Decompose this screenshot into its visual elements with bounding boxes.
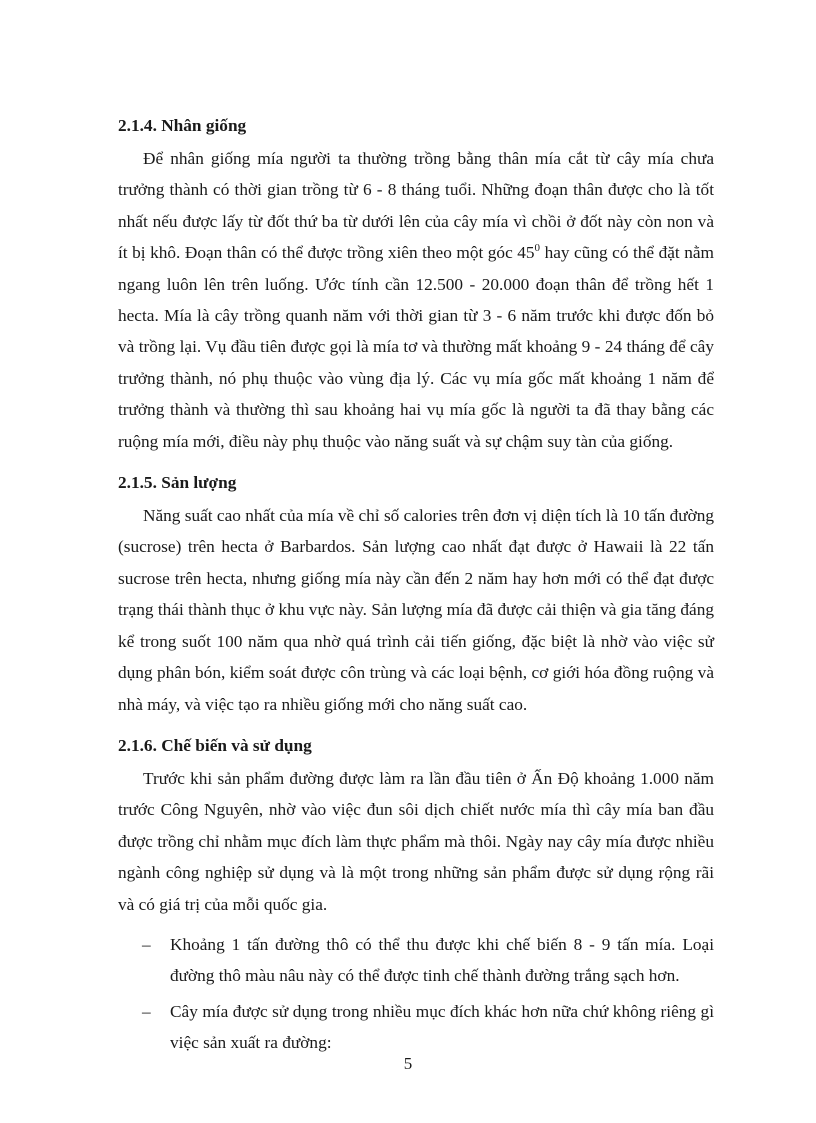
- list-item: [118, 996, 714, 1059]
- paragraph-text-before-superscript: Để nhân giống mía người ta thường trồng bằng thân mía cắt từ cây mía chưa trưởng thành có thời gian trồng từ 6 - 8 tháng tuổi. Những đoạn thân được cho là tốt nhất nếu được lấy từ đốt thứ ba từ dưới lên của cây mía vì chồi ở đốt này còn non và ít bị khô. Đoạn thân có thể được trồng xiên theo một góc 45: [118, 149, 714, 263]
- section-nhan-giong: [118, 110, 714, 457]
- bullet-list: [118, 929, 714, 1059]
- section-che-bien: [118, 730, 714, 1059]
- section-heading-san-luong: 2.1.5. Sản lượng: [118, 473, 237, 493]
- paragraph-nhan-giong: [118, 143, 714, 457]
- dash-bullet: –: [142, 934, 151, 954]
- degree-superscript: 0: [534, 242, 541, 255]
- section-heading-nhan-giong: 2.1.4. Nhân giống: [118, 116, 247, 135]
- section-san-luong: [118, 467, 714, 720]
- page-content: [118, 110, 714, 1063]
- paragraph-text-after-superscript: hay cũng có thể đặt nằm ngang luôn lên trên luống. Ước tính cần 12.500 - 20.000 đoạn thân để trồng hết 1 hecta. Mía là cây trồng quanh năm với thời gian từ 3 - 6 năm trước khi được đốn bỏ và trồng lại. Vụ đầu tiên được gọi là mía tơ và thường mất khoảng 9 - 24 tháng để cây trưởng thành, nó phụ thuộc vào vùng địa lý. Các vụ mía gốc mất khoảng 1 năm để trưởng thành và thường thì sau khoảng hai vụ mía gốc là người ta đã thay bằng các ruộng mía mới, điều này phụ thuộc vào năng suất và sự chậm suy tàn của giống.: [118, 243, 714, 451]
- list-item-text: Cây mía được sử dụng trong nhiều mục đích khác hơn nữa chứ không riêng gì việc sản xuất ra đường:: [170, 1001, 714, 1053]
- section-heading-che-bien: 2.1.6. Chế biến và sử dụng: [118, 735, 312, 755]
- paragraph-san-luong: Năng suất cao nhất của mía về chỉ số calories trên đơn vị diện tích là 10 tấn đường (sucrose) trên hecta ở Barbardos. Sản lượng cao nhất đạt được ở Hawaii là 22 tấn sucrose trên hecta, nhưng giống mía này cần đến 2 năm hay hơn mới có thể đạt được trạng thái thành thục ở khu vực này. Sản lượng mía đã được cải thiện và gia tăng đáng kể trong suốt 100 năm qua nhờ quá trình cải tiến giống, đặc biệt là nhờ vào việc sử dụng phân bón, kiểm soát được côn trùng và các loại bệnh, cơ giới hóa đồng ruộng và nhà máy, và việc tạo ra nhiều giống mới cho năng suất cao.: [118, 506, 714, 714]
- paragraph-che-bien: Trước khi sản phẩm đường được làm ra lần đầu tiên ở Ấn Độ khoảng 1.000 năm trước Công Nguyên, nhờ vào việc đun sôi dịch chiết nước mía thì cây mía ban đầu được trồng chỉ nhằm mục đích làm thực phẩm mà thôi. Ngày nay cây mía được nhiều ngành công nghiệp sử dụng và là một trong những sản phẩm được sử dụng rộng rãi và có giá trị của mỗi quốc gia.: [118, 768, 714, 914]
- list-item: [118, 929, 714, 992]
- list-item-text: Khoảng 1 tấn đường thô có thể thu được khi chế biến 8 - 9 tấn mía. Loại đường thô màu nâu này có thể được tinh chế thành đường trắng sạch hơn.: [170, 934, 714, 986]
- dash-bullet: –: [142, 1001, 151, 1021]
- page-number: 5: [403, 1054, 413, 1073]
